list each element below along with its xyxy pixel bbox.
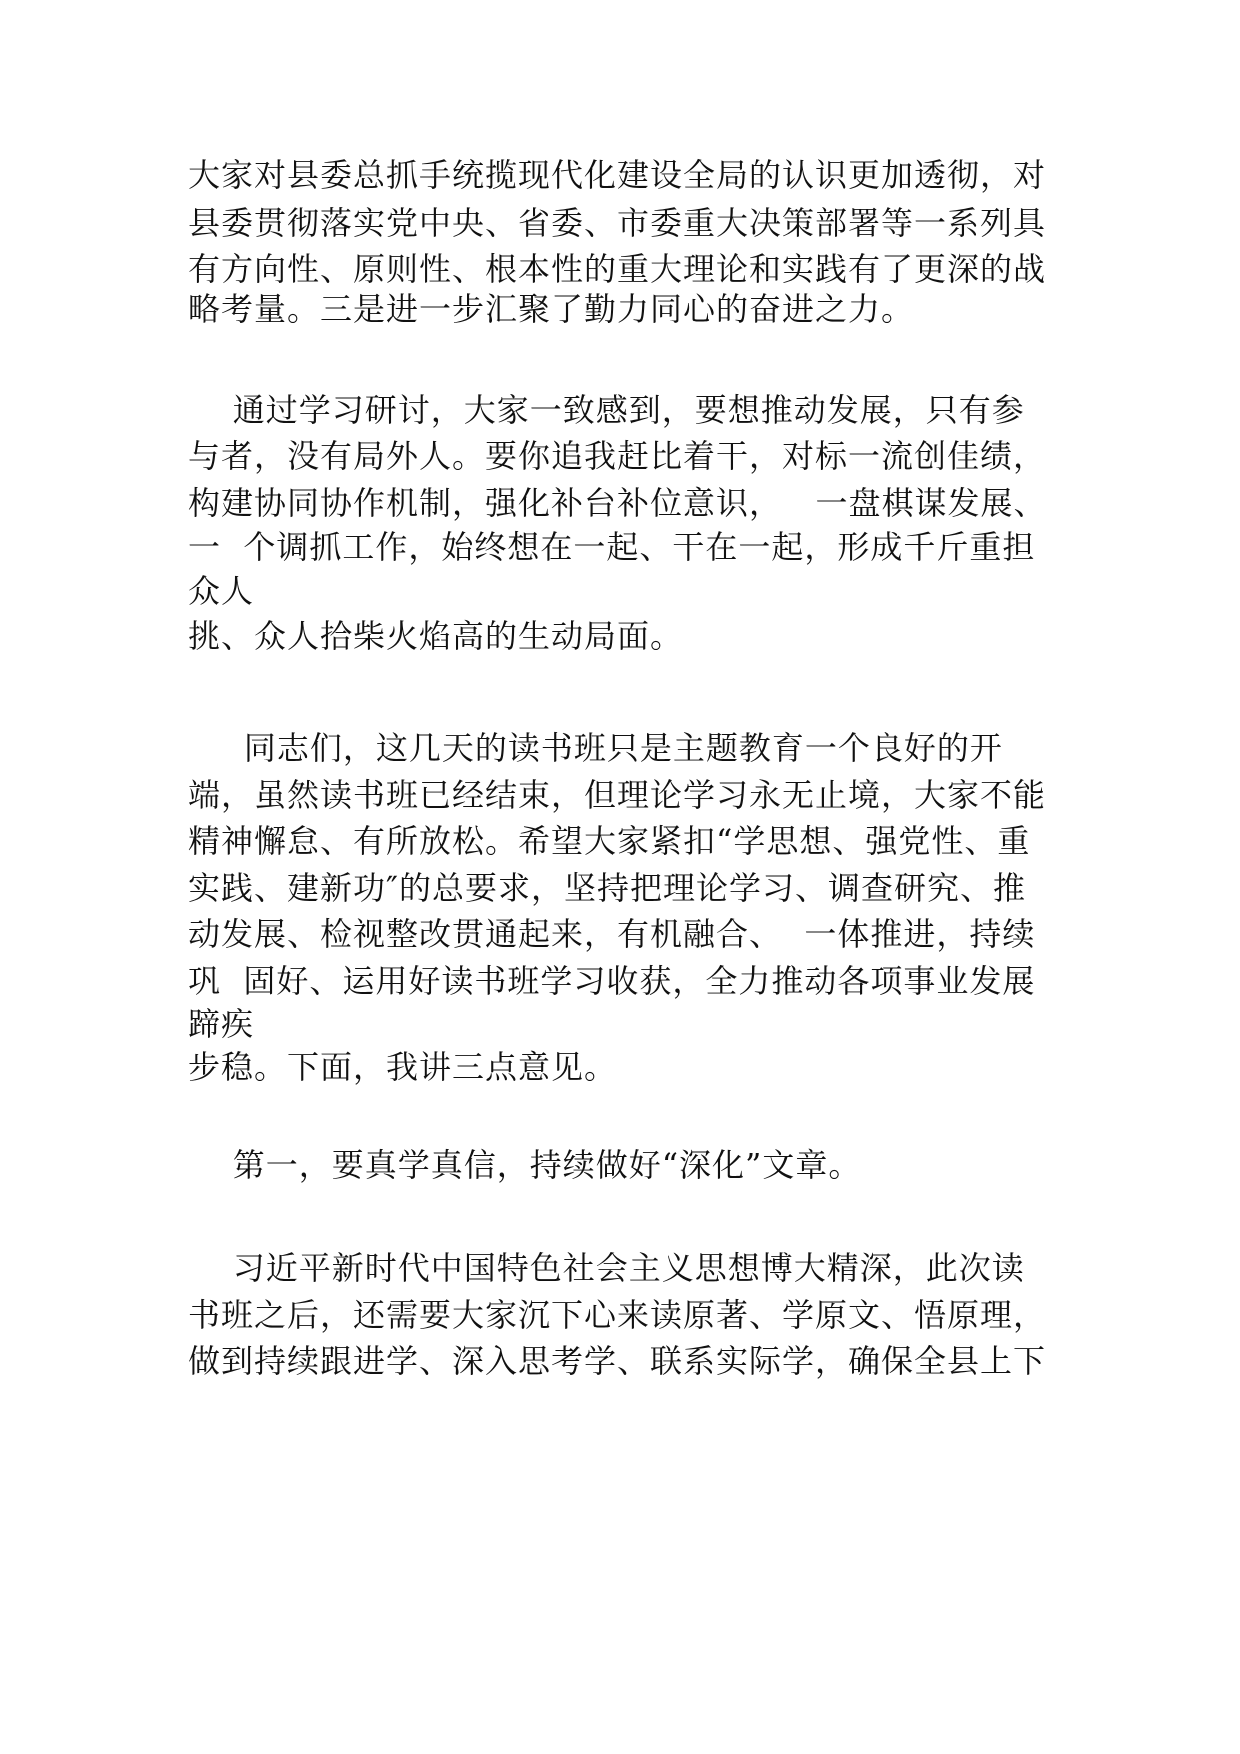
paragraph-3-line-5: 动发展、检视整改贯通起来，有机融合、 一体推进，持续 xyxy=(188,915,1036,953)
paragraph-5-line-1: 习近平新时代中国特色社会主义思想博大精深，此次读 xyxy=(188,1249,1025,1287)
paragraph-3-line-3: 精神懈怠、有所放松。希望大家紧扣“学思想、强党性、重 xyxy=(188,822,1031,860)
paragraph-2-line-5: 众人 xyxy=(188,572,255,610)
paragraph-1-line-2: 县委贯彻落实党中央、省委、市委重大决策部署等一系列具 xyxy=(188,204,1047,242)
paragraph-2-line-2: 与者，没有局外人。要你追我赶比着干，对标一流创佳绩， xyxy=(188,437,1047,475)
paragraph-3-line-8: 步稳。下面，我讲三点意见。 xyxy=(188,1048,618,1086)
paragraph-2-line-3: 构建协同协作机制，强化补台补位意识， 一盘棋谋发展、 xyxy=(188,484,1047,522)
paragraph-3-line-4: 实践、建新功″的总要求，坚持把理论学习、调查研究、推 xyxy=(188,869,1026,907)
paragraph-2-line-1: 通过学习研讨，大家一致感到，要想推动发展，只有参 xyxy=(188,391,1025,429)
paragraph-3-line-7: 蹄疾 xyxy=(188,1005,255,1043)
paragraph-3-line-6: 巩 固好、运用好读书班学习收获，全力推动各项事业发展 xyxy=(188,962,1036,1000)
paragraph-3-line-1: 同志们，这几天的读书班只是主题教育一个良好的开 xyxy=(188,729,1003,767)
paragraph-2-line-4: 一 个调抓工作，始终想在一起、干在一起，形成千斤重担 xyxy=(188,528,1036,566)
paragraph-3-line-2: 端，虽然读书班已经结束，但理论学习永无止境，大家不能 xyxy=(188,776,1047,814)
paragraph-5-line-3: 做到持续跟进学、深入思考学、联系实际学，确保全县上下 xyxy=(188,1342,1047,1380)
paragraph-1-line-1: 大家对县委总抓手统揽现代化建设全局的认识更加透彻，对 xyxy=(188,156,1047,194)
paragraph-2-line-6: 挑、众人拾柴火焰高的生动局面。 xyxy=(188,617,684,655)
section-heading-first: 第一，要真学真信，持续做好“深化”文章。 xyxy=(188,1146,862,1184)
paragraph-5-line-2: 书班之后，还需要大家沉下心来读原著、学原文、悟原理， xyxy=(188,1296,1047,1334)
paragraph-1-line-4: 略考量。三是进一步汇聚了勤力同心的奋进之力。 xyxy=(188,290,915,328)
paragraph-1-line-3: 有方向性、原则性、根本性的重大理论和实践有了更深的战 xyxy=(188,250,1047,288)
